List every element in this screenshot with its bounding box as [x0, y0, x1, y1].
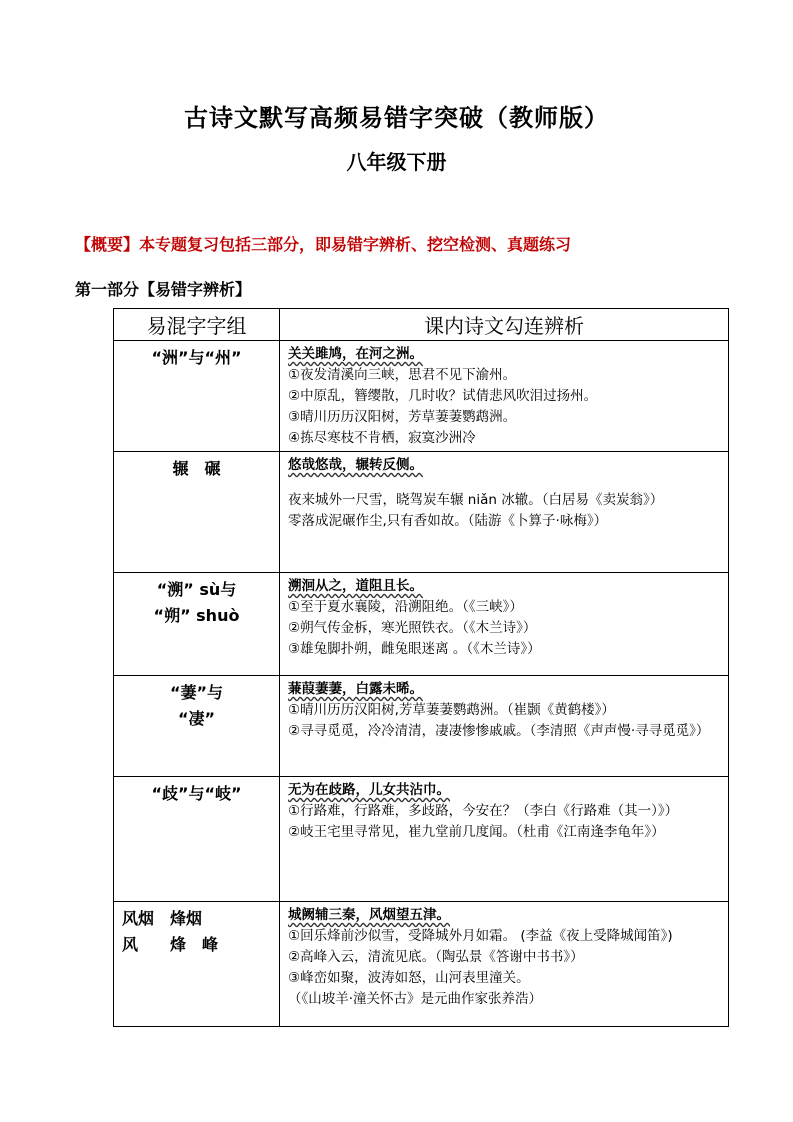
analysis-cell — [280, 676, 729, 777]
example-line: ①行路难，行路难，多歧路，今安在？（李白《行路难（其一）》） — [288, 803, 679, 819]
key-sentence: 无为在歧路，儿女共沾巾。 — [288, 782, 450, 798]
example-line: ④拣尽寒枝不肯栖，寂寞沙洲冷 — [288, 430, 476, 446]
analysis-cell — [280, 452, 729, 573]
table-row — [114, 777, 729, 902]
column-header-analysis: 课内诗文勾连辨析 — [280, 309, 729, 341]
table-row — [114, 341, 729, 452]
table-row — [114, 573, 729, 676]
example-line: ②中原乱，簪缨散，几时收？试倩悲风吹泪过扬州。 — [288, 388, 598, 404]
char-group-label: “凄” — [177, 709, 216, 728]
example-line: ③雄兔脚扑朔，雌兔眼迷离 。（《木兰诗》） — [288, 641, 541, 657]
example-line: 零落成泥碾作尘,只有香如故。（陆游《卜算子·咏梅》） — [288, 513, 608, 529]
summary-text: 【概要】本专题复习包括三部分，即易错字辨析、挖空检测、真题练习 — [75, 235, 572, 254]
example-line: ①至于夏水襄陵，沿溯阻绝。（《三峡》） — [288, 599, 523, 615]
key-sentence: 关关雎鸠，在河之洲。 — [288, 346, 423, 362]
key-sentence: 蒹葭萋萋，白露未晞。 — [288, 681, 423, 697]
key-sentence: 城阙辅三秦，风烟望五津。 — [288, 907, 450, 923]
analysis-cell — [280, 777, 729, 902]
table-row — [114, 902, 729, 1027]
section-title: 第一部分【易错字辨析】 — [75, 280, 252, 299]
page-title: 古诗文默写高频易错字突破（教师版） — [184, 104, 609, 132]
example-line: ②寻寻觅觅，冷冷清清，凄凄惨惨戚戚。（李清照《声声慢·寻寻觅觅》） — [288, 723, 710, 739]
char-group-label: “朔” shuò — [153, 606, 240, 625]
table-row — [114, 452, 729, 573]
table-header-row — [114, 309, 729, 341]
char-group-cell — [114, 676, 280, 777]
example-line: ③峰峦如聚，波涛如怒，山河表里潼关。 — [288, 970, 530, 986]
char-group-label: “萋”与 — [169, 683, 224, 702]
blank-line — [288, 476, 722, 490]
example-line: ①晴川历历汉阳树,芳草萋萋鹦鹉洲。（崔颢《黄鹤楼》） — [288, 702, 615, 718]
char-group-cell — [114, 777, 280, 902]
example-line: 夜来城外一尺雪，晓驾炭车辗 niǎn 冰辙。（白居易《卖炭翁》） — [288, 492, 664, 508]
example-line: ①夜发清溪向三峡，思君不见下渝州。 — [288, 367, 517, 383]
char-group-cell — [114, 573, 280, 676]
confusable-characters-table — [113, 308, 729, 1027]
example-line: ③晴川历历汉阳树，芳草萋萋鹦鹉洲。 — [288, 409, 517, 425]
char-group-label: 风 烽 峰 — [122, 935, 219, 954]
example-line: ②岐王宅里寻常见，崔九堂前几度闻。（杜甫《江南逢李龟年》） — [288, 824, 665, 840]
table-row — [114, 676, 729, 777]
analysis-cell — [280, 341, 729, 452]
key-sentence: 溯洄从之，道阻且长。 — [288, 578, 423, 594]
analysis-cell — [280, 573, 729, 676]
char-group-cell — [114, 452, 280, 573]
char-group-label: 辗 碾 — [172, 459, 221, 478]
char-group-label: 风烟 烽烟 — [122, 909, 203, 928]
example-line: ②朔气传金柝，寒光照铁衣。（《木兰诗》） — [288, 620, 537, 636]
char-group-label: “溯” sù与 — [156, 580, 237, 599]
example-line: ②高峰入云，清流见底。（陶弘景《答谢中书书》） — [288, 949, 584, 965]
key-sentence: 悠哉悠哉，辗转反侧。 — [288, 457, 423, 473]
example-line: （《山坡羊·潼关怀古》是元曲作家张养浩） — [288, 991, 543, 1007]
char-group-label: “歧”与“岐” — [151, 784, 242, 803]
example-line: ①回乐烽前沙似雪，受降城外月如霜。 (李益《夜上受降城闻笛》) — [288, 928, 673, 944]
char-group-label: “洲”与“州” — [151, 348, 242, 367]
column-header-groups: 易混字字组 — [114, 309, 280, 341]
char-group-cell — [114, 902, 280, 1027]
analysis-cell — [280, 902, 729, 1027]
char-group-cell — [114, 341, 280, 452]
page-subtitle: 八年级下册 — [346, 150, 447, 174]
